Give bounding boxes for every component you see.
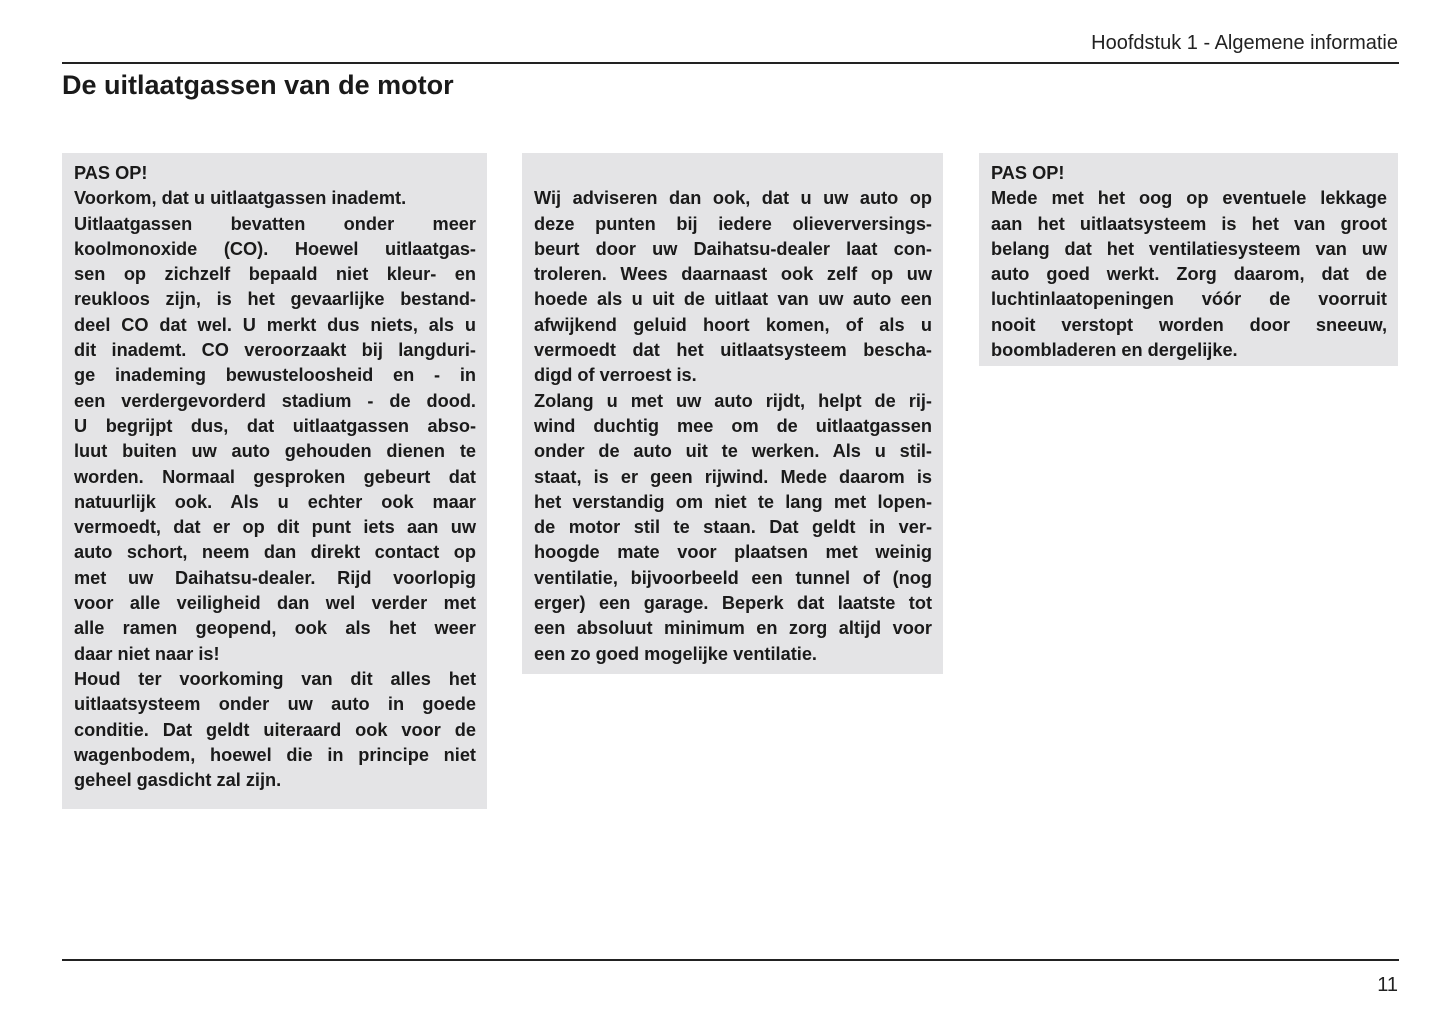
- text-line: PAS OP!: [74, 163, 148, 183]
- text-box-exhaust-maintenance: [522, 153, 943, 674]
- text-line: deze punten bij iedere olieverversings-: [534, 213, 932, 234]
- text-line: aan het uitlaatsysteem is het van groot: [991, 213, 1387, 234]
- text-line: nooit verstopt worden door sneeuw,: [991, 314, 1387, 335]
- text-line: uitlaatsysteem onder uw auto in goede: [74, 694, 476, 715]
- text-line: U begrijpt dus, dat uitlaatgassen abso-: [74, 415, 476, 436]
- text-line: een absoluut minimum en zorg altijd voor: [534, 618, 932, 639]
- text-line: daar niet naar is!: [74, 643, 220, 664]
- text-line: auto schort, neem dan direkt contact op: [74, 542, 476, 563]
- text-line: digd of verroest is.: [534, 365, 697, 386]
- text-line: Zolang u met uw auto rijdt, helpt de rij-: [534, 390, 932, 411]
- footer-rule: [62, 959, 1399, 961]
- text-line: onder de auto uit te werken. Als u stil-: [534, 441, 932, 462]
- text-line: sen op zichzelf bepaald niet kleur- en: [74, 264, 476, 285]
- text-line: vermoedt, dat er op dit punt iets aan uw: [74, 517, 476, 538]
- header-rule: [62, 62, 1399, 64]
- text-line: geheel gasdicht zal zijn.: [74, 770, 282, 791]
- page-number: 11: [1377, 974, 1398, 996]
- text-line: het verstandig om niet te lang met lopen-: [534, 491, 932, 512]
- text-line: met uw Daihatsu-dealer. Rijd voorlopig: [74, 567, 476, 588]
- text-line: wind duchtig mee om de uitlaatgassen: [534, 415, 932, 436]
- warning-box-ventilation: [979, 153, 1398, 366]
- text-line: Wij adviseren dan ook, dat u uw auto op: [534, 188, 932, 209]
- text-line: reukloos zijn, is het gevaarlijke bestand-: [74, 289, 476, 310]
- text-line: voor alle veiligheid dan wel verder met: [74, 593, 476, 614]
- page-title: De uitlaatgassen van de motor: [62, 70, 454, 100]
- text-line: luchtinlaatopeningen vóór de voorruit: [991, 289, 1387, 310]
- text-line: Mede met het oog op eventuele lekkage: [991, 188, 1387, 209]
- text-line: een verdergevorderd stadium - de dood.: [74, 390, 476, 411]
- text-line: afwijkend geluid hoort komen, of als u: [534, 314, 932, 335]
- text-line: koolmonoxide (CO). Hoewel uitlaatgas-: [74, 238, 476, 259]
- text-line: dit inademt. CO veroorzaakt bij langduri-: [74, 340, 476, 361]
- text-line: conditie. Dat geldt uiteraard ook voor de: [74, 719, 476, 740]
- text-line: worden. Normaal gesproken gebeurt dat: [74, 466, 476, 487]
- text-line: erger) een garage. Beperk dat laatste tot: [534, 593, 932, 614]
- text-line: natuurlijk ook. Als u echter ook maar: [74, 491, 476, 512]
- text-line: een zo goed mogelijke ventilatie.: [534, 643, 817, 664]
- text-line: auto goed werkt. Zorg daarom, dat de: [991, 264, 1387, 285]
- text-line: belang dat het ventilatiesysteem van uw: [991, 238, 1387, 259]
- text-line: ge inademing bewusteloosheid en - in: [74, 365, 476, 386]
- text-line: hoogde mate voor plaatsen met weinig: [534, 542, 932, 563]
- text-line: Houd ter voorkoming van dit alles het: [74, 668, 476, 689]
- text-line: wagenbodem, hoewel die in principe niet: [74, 744, 476, 765]
- text-line: alle ramen geopend, ook als het weer: [74, 618, 476, 639]
- text-line: PAS OP!: [991, 163, 1065, 183]
- text-line: deel CO dat wel. U merkt dus niets, als u: [74, 314, 476, 335]
- text-line: staat, is er geen rijwind. Mede daarom is: [534, 466, 932, 487]
- text-line: troleren. Wees daarnaast ook zelf op uw: [534, 264, 932, 285]
- text-line: ventilatie, bijvoorbeeld een tunnel of (nog: [534, 567, 932, 588]
- warning-box-exhaust-inhalation: [62, 153, 487, 809]
- chapter-header: Hoofdstuk 1 - Algemene informatie: [1091, 32, 1398, 54]
- text-line: vermoedt dat het uitlaatsysteem bescha-: [534, 340, 932, 361]
- text-line: beurt door uw Daihatsu-dealer laat con-: [534, 238, 932, 259]
- text-line: Voorkom, dat u uitlaatgassen inademt.: [74, 188, 407, 209]
- spacer: [534, 161, 932, 186]
- text-line: de motor stil te staan. Dat geldt in ver-: [534, 517, 932, 538]
- text-line: hoede als u uit de uitlaat van uw auto een: [534, 289, 932, 310]
- text-line: luut buiten uw auto gehouden dienen te: [74, 441, 476, 462]
- text-line: boombladeren en dergelijke.: [991, 340, 1238, 361]
- text-line: Uitlaatgassen bevatten onder meer: [74, 213, 476, 234]
